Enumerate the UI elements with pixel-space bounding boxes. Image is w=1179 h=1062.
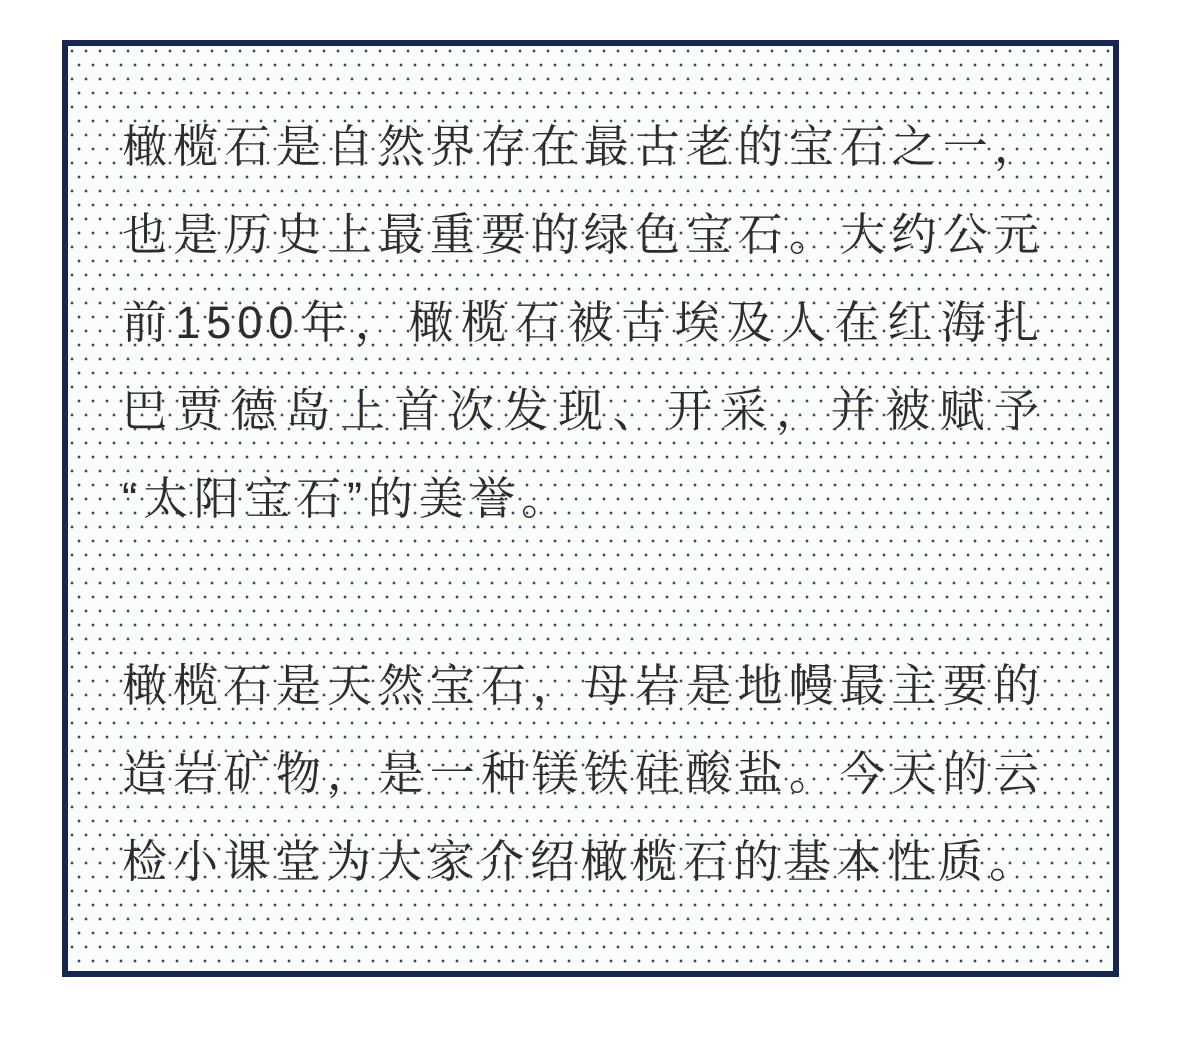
article-card [62,40,1119,977]
paragraph-intro [122,642,1045,906]
paragraph-history [122,103,1045,543]
text-line: 前1500年，橄榄石被古埃及人在红海扎 [122,297,1045,348]
text-line: 造岩矿物，是一种镁铁硅酸盐。今天的云 [122,748,1045,799]
text-line: 也是历史上最重要的绿色宝石。大约公元 [122,209,1045,260]
text-line: 橄榄石是自然界存在最古老的宝石之一， [122,121,1045,172]
text-line: 检小课堂为大家介绍橄榄石的基本性质。 [122,836,1041,887]
text-line: 巴贾德岛上首次发现、开采，并被赋予 [122,385,1045,436]
text-line: 橄榄石是天然宝石，母岩是地幔最主要的 [122,660,1045,711]
text-line: “太阳宝石”的美誉。 [122,473,572,524]
